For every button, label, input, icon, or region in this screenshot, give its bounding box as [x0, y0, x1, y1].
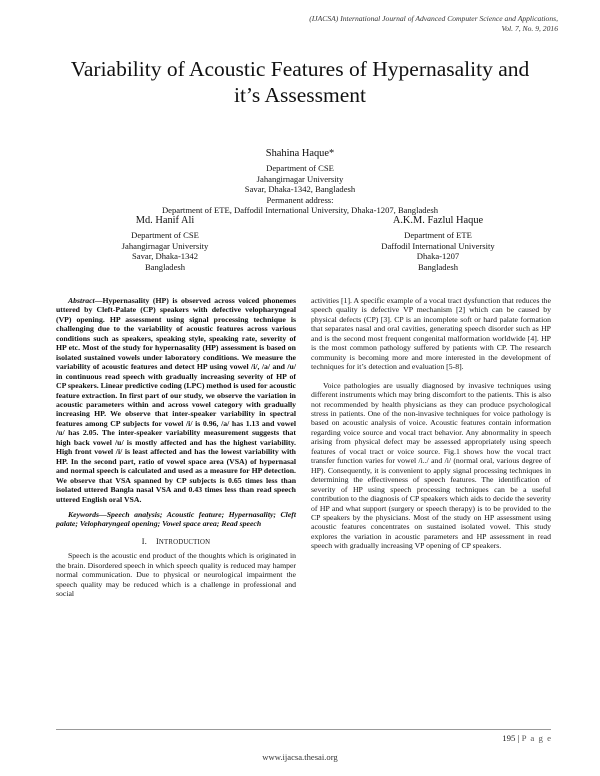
paper-title-line-2: it’s Assessment: [233, 83, 366, 107]
main-author-univ: Jahangirnagar University: [256, 173, 344, 184]
keywords-text: —Speech analysis; Acoustic feature; Hypernasality; Cleft palate; Velopharyngeal opening; Vowel space area; Read speech: [56, 509, 296, 529]
right-author-block: [338, 214, 538, 272]
keywords-label: Keywords: [68, 509, 99, 519]
right-author-address: Dhaka-1207: [416, 251, 460, 262]
abstract-text: —Hypernasality (HP) is observed across voiced phonemes uttered by Cleft-Palate (CP) speakers with defective velopharyngeal (VP) opening. HP assessment using signal processing technique is challenging due to the variability of acoustic features across various conditions such as speakers, speaking style, speaking rate, severity of HP etc. Most of the study for hypernasality (HP) assessment is based on isolated sustained vowels under laboratory conditions. We measure the variability of acoustic features and detect HP using vowel /i/, /a/ and /u/ in continuous read speech with gradually increasing severity of HP of CP speakers. Linear predictive coding (LPC) method is used for acoustic feature extraction. In first part of our study, we observe the variation in acoustic parameters within and across vowel category with gradually increasing HP. We observe that inter-speaker variability in spectral features among CP subjects for vowel /i/ is 0.96, /a/ has 1.13 and vowel /u/ has 2.05. The inter-speaker variability measurement suggests that high back vowel /u/ is mostly affected and has the highest variability. High front vowel /i/ is least affected and has the lowest variability with HP. In the second part, ratio of vowel space area (VSA) of hypernasal and normal speech is calculated and used as a measure for HP detection. We observe that VSA spanned by CP subjects is 0.65 times less than isolated uttered Bangla nasal VSA and 0.43 times less than read speech uttered English oral VSA.: [56, 296, 296, 504]
journal-url: www.ijacsa.thesai.org: [262, 752, 338, 762]
left-author-country: Bangladesh: [144, 261, 186, 272]
main-author-name: Shahina Haque*: [265, 148, 335, 159]
abstract-label: Abstract: [68, 296, 95, 305]
section-title-initial: I: [155, 536, 159, 546]
right-column: [311, 296, 551, 551]
footer-rule: [56, 729, 551, 730]
section-heading-introduction: [56, 537, 296, 547]
page-number-value: 195: [502, 733, 516, 743]
page-number-separator: |: [515, 733, 522, 743]
paper-title-line-1: Variability of Acoustic Features of Hypernasality and: [70, 57, 530, 81]
journal-header: [309, 14, 558, 34]
right-author-name: A.K.M. Fazlul Haque: [392, 215, 484, 226]
intro-paragraph-1: Speech is the acoustic end product of the thoughts which is originated in the brain. Disordered speech in which speech quality is reduced may hamper normal communication. Due to physical or neurological impairment the speech quality may be reduced which is a challenge in professional and social: [56, 551, 296, 599]
left-column: [56, 296, 296, 599]
left-author-univ: Jahangirnagar University: [121, 240, 209, 251]
section-title-rest: NTRODUCTION: [158, 538, 211, 546]
journal-name: (IJACSA) International Journal of Advanced Computer Science and Applications,: [309, 14, 558, 23]
main-author-block: [60, 147, 540, 216]
abstract: [56, 296, 296, 504]
main-author-perm-address: Department of ETE, Daffodil International University, Dhaka-1207, Bangladesh: [161, 205, 439, 216]
journal-volume: Vol. 7, No. 9, 2016: [501, 24, 558, 33]
right-author-dept: Department of ETE: [404, 230, 472, 240]
section-number: I.: [141, 536, 147, 546]
main-author-address: Savar, Dhaka-1342, Bangladesh: [244, 184, 356, 195]
paper-title: [40, 56, 560, 108]
left-author-name: Md. Hanif Ali: [135, 215, 195, 226]
page-number: [502, 733, 552, 743]
intro-paragraph-1-continued: activities [1]. A specific example of a vocal tract dysfunction that reduces the speech quality is defective VP mechanism [2] which can be caused by physical defects (CP) [3]. CP is an incomplete soft or hard palate formation that separates nasal and oral cavities, generating speech disorder such as HP and is the second most frequent congenital malformation worldwide [4]. HP is the most common pathology suffered by patients with CP. The research community is becoming more and more interested in the development of techniques for it’s detection and evaluation [5-8].: [311, 296, 551, 372]
intro-paragraph-2: Voice pathologies are usually diagnosed by invasive techniques using different instruments which may bring discomfort to the patients. This is also not recommended by health physicians as they can produce psychological stress in patients. One of the non-invasive techniques for voice pathology is based on acoustic analysis of voice. Acoustic features contain information regarding voice source and vocal tract behavior. Any abnormality in speech arising from physical defect may be assessed appropriately using speech features of vocal tract or voice source. Fig.1 shows how the vocal tract transfer function varies for vowel /i../ and /i/ (normal oral, various degree of HP). Consequently, it is convenient to apply signal processing techniques in determining the effectiveness of speech features. The identification of severity of HP using speech processing techniques can be a useful contribution to the diagnosis of CP speakers which aids to decide the severity of HP and what support (surgery or speech therapy) is to be provided to the CP speakers by the physicians. Most of the study on HP assessment using acoustic features concentrates on sustained isolated vowel. This study explores the variation in acoustic parameters and HP assessment in read speech with gradually increasing VP opening of CP speakers.: [311, 380, 551, 551]
left-author-block: [75, 214, 255, 272]
left-author-dept: Department of CSE: [131, 230, 199, 240]
keywords: [56, 510, 296, 529]
right-author-country: Bangladesh: [417, 261, 459, 272]
page-label: P a g e: [521, 733, 552, 743]
main-author-dept: Department of CSE: [266, 163, 334, 173]
right-author-univ: Daffodil International University: [381, 240, 495, 251]
left-author-address: Savar, Dhaka-1342: [132, 251, 198, 262]
main-author-perm-label: Permanent address:: [266, 194, 334, 205]
